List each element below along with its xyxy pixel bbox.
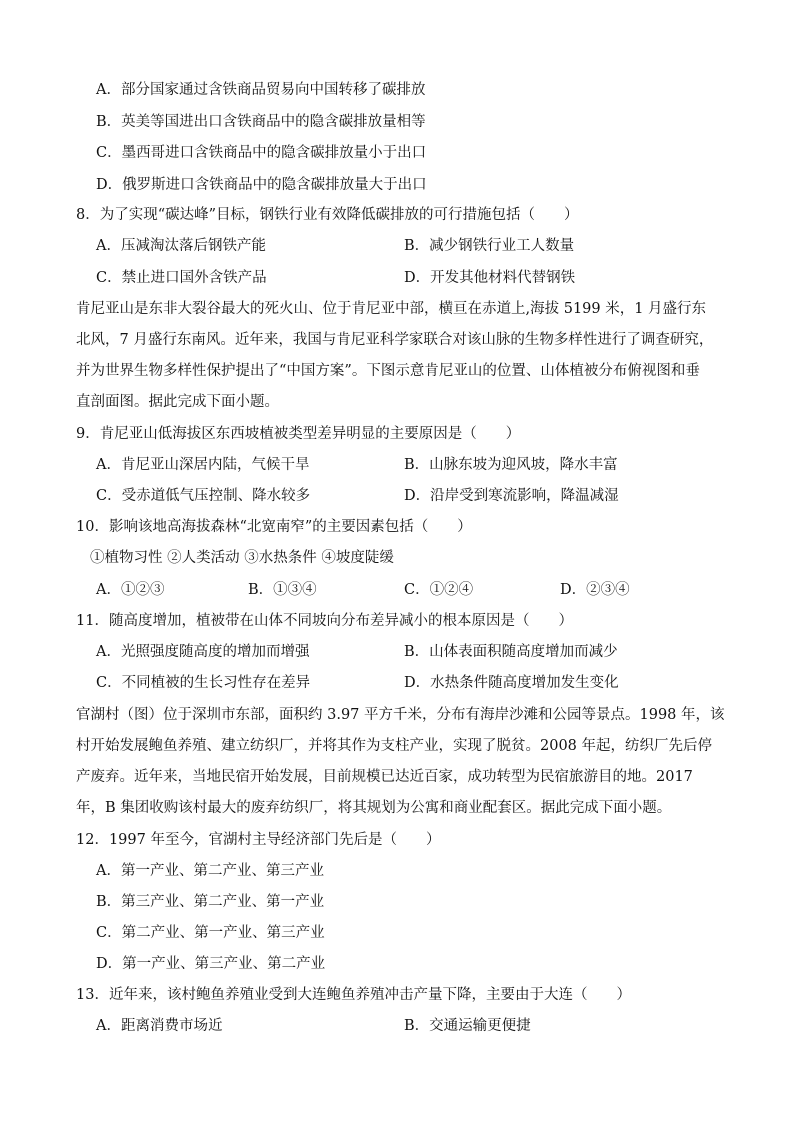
- q12-stem: 12．1997 年至今，官湖村主导经济部门先后是（ ）: [76, 832, 441, 848]
- q10-option-a: A．①②③: [96, 582, 165, 598]
- q12-option-d: D．第一产业、第三产业、第二产业: [96, 956, 326, 972]
- q10-option-b: B．①③④: [248, 582, 317, 598]
- q9-option-d: D．沿岸受到寒流影响，降温减湿: [404, 488, 619, 504]
- q7-option-b: B．英美等国进出口含铁商品中的隐含碳排放量相等: [96, 114, 426, 130]
- q8-stem: 8．为了实现“碳达峰”目标，钢铁行业有效降低碳排放的可行措施包括（ ）: [76, 207, 579, 223]
- q9-option-b: B．山脉东坡为迎风坡，降水丰富: [404, 457, 618, 473]
- q11-option-a: A．光照强度随高度的增加而增强: [96, 644, 310, 660]
- q10-option-d: D．②③④: [560, 582, 630, 598]
- q9-option-a: A．肯尼亚山深居内陆，气候干旱: [96, 457, 310, 473]
- q8-option-b: B．减少钢铁行业工人数量: [404, 238, 575, 254]
- passage1-line: 直剖面图。据此完成下面小题。: [76, 394, 279, 410]
- q12-option-a: A．第一产业、第二产业、第三产业: [96, 863, 324, 879]
- q9-option-c: C．受赤道低气压控制、降水较多: [96, 488, 311, 504]
- passage1-line: 肯尼亚山是东非大裂谷最大的死火山、位于肯尼亚中部，横亘在赤道上,海拔 5199 米，1 月盛行东: [76, 301, 707, 317]
- q8-option-a: A．压减淘汰落后钢铁产能: [96, 238, 266, 254]
- q13-option-b: B．交通运输更便捷: [404, 1018, 531, 1034]
- q11-stem: 11．随高度增加，植被带在山体不同坡向分布差异减小的根本原因是（ ）: [76, 613, 573, 629]
- passage1-line: 并为世界生物多样性保护提出了“中国方案”。下图示意肯尼亚山的位置、山体植被分布俯视图和垂: [76, 363, 700, 379]
- q12-option-c: C．第二产业、第一产业、第三产业: [96, 925, 325, 941]
- q7-option-a: A．部分国家通过含铁商品贸易向中国转移了碳排放: [96, 82, 426, 98]
- q10-option-c: C．①②④: [404, 582, 474, 598]
- passage2-line: 年，B 集团收购该村最大的废弃纺织厂，将其规划为公寓和商业配套区。据此完成下面小题。: [76, 800, 672, 816]
- q11-option-c: C．不同植被的生长习性存在差异: [96, 675, 311, 691]
- q8-option-c: C．禁止进口国外含铁产品: [96, 270, 267, 286]
- q11-option-b: B．山体表面积随高度增加而减少: [404, 644, 618, 660]
- q13-option-a: A．距离消费市场近: [96, 1018, 223, 1034]
- q10-items: ①植物习性 ②人类活动 ③水热条件 ④坡度陡缓: [90, 550, 394, 566]
- passage2-line: 村开始发展鲍鱼养殖、建立纺织厂，并将其作为支柱产业，实现了脱贫。2008 年起，纺织厂先后停: [76, 738, 713, 754]
- q12-option-b: B．第三产业、第二产业、第一产业: [96, 894, 325, 910]
- q7-option-c: C．墨西哥进口含铁商品中的隐含碳排放量小于出口: [96, 145, 427, 161]
- passage2-line: 产废弃。近年来，当地民宿开始发展，目前规模已达近百家，成功转型为民宿旅游目的地。2017: [76, 769, 693, 785]
- passage2-line: 官湖村（图）位于深圳市东部，面积约 3.97 平方千米，分布有海岸沙滩和公园等景点。1998 年，该: [76, 707, 725, 723]
- q10-stem: 10．影响该地高海拔森林“北宽南窄”的主要因素包括（ ）: [76, 519, 472, 535]
- q11-option-d: D．水热条件随高度增加发生变化: [404, 675, 619, 691]
- q8-option-d: D．开发其他材料代替钢铁: [404, 270, 576, 286]
- q13-stem: 13．近年来，该村鲍鱼养殖业受到大连鲍鱼养殖冲击产量下降，主要由于大连（ ）: [76, 987, 631, 1003]
- q7-option-d: D．俄罗斯进口含铁商品中的隐含碳排放量大于出口: [96, 177, 427, 193]
- passage1-line: 北风，7 月盛行东南风。近年来，我国与肯尼亚科学家联合对该山脉的生物多样性进行了调查研究，: [76, 332, 714, 348]
- q9-stem: 9．肯尼亚山低海拔区东西坡植被类型差异明显的主要原因是（ ）: [76, 426, 521, 442]
